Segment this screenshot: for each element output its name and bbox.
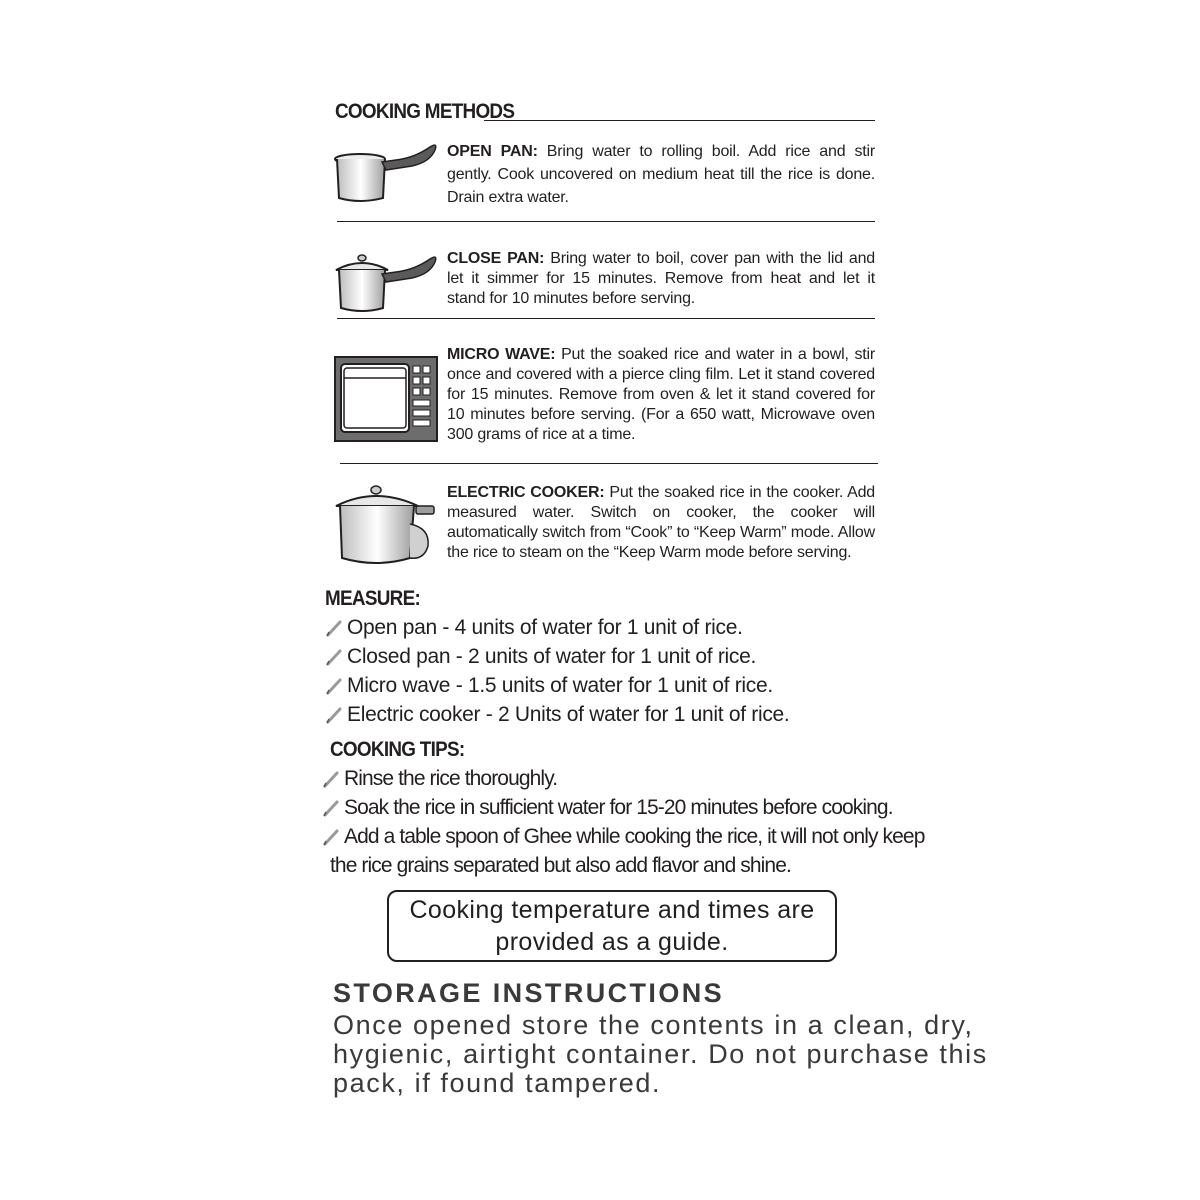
pencil-bullet-icon <box>322 828 340 846</box>
measure-item-text: Electric cooker - 2 Units of water for 1 unit of rice. <box>347 703 790 726</box>
list-item <box>325 613 789 642</box>
pencil-bullet-icon <box>325 677 343 695</box>
storage-line-2: hygienic, airtight container. Do not purchase this <box>333 1039 988 1069</box>
note-line-1: Cooking temperature and times are <box>409 896 815 924</box>
storage-line-3: pack, if found tampered. <box>333 1068 662 1098</box>
method-description: Put the soaked rice and water in a bowl, stir once and covered with a pierce cling film. Let it stand covered for 15 minutes. Remove from oven & let it stand covered for 10 minutes before serving. (For a 650 watt, Microwave oven 300 grams of rice at a time. <box>447 346 875 443</box>
method-open-pan <box>447 140 875 209</box>
measure-item-text: Micro wave - 1.5 units of water for 1 unit of rice. <box>347 674 773 697</box>
list-item <box>322 822 925 851</box>
pencil-bullet-icon <box>322 799 340 817</box>
list-item <box>322 764 925 793</box>
method-label: ELECTRIC COOKER: <box>447 484 605 501</box>
method-label: OPEN PAN: <box>447 143 538 160</box>
tip-continuation <box>322 851 925 880</box>
method-electric-cooker <box>447 483 875 563</box>
heading-rule <box>484 120 875 121</box>
pencil-bullet-icon <box>325 648 343 666</box>
pencil-bullet-icon <box>325 706 343 724</box>
method-description: Bring water to boil, cover pan with the lid and let it simmer for 15 minutes. Remove from heat and let it stand for 10 minutes before serving. <box>447 250 875 307</box>
pencil-bullet-icon <box>322 770 340 788</box>
divider <box>337 318 875 319</box>
cooking-tips-list <box>322 764 925 880</box>
note-line-2: provided as a guide. <box>495 928 729 956</box>
divider <box>340 463 878 464</box>
measure-heading: MEASURE: <box>325 587 421 610</box>
lidded-saucepan-icon <box>334 250 440 316</box>
storage-line-1: Once opened store the contents in a clean, dry, <box>333 1010 974 1040</box>
tip-item-text: Soak the rice in sufficient water for 15-20 minutes before cooking. <box>344 796 893 819</box>
measure-list <box>325 613 789 729</box>
measure-item-text: Open pan - 4 units of water for 1 unit of rice. <box>347 616 743 639</box>
storage-text <box>333 1011 988 1098</box>
rice-cooker-icon <box>332 484 438 570</box>
tip-continuation-text: the rice grains separated but also add flavor and shine. <box>330 854 791 877</box>
cooking-methods-heading: COOKING METHODS <box>335 100 515 123</box>
list-item <box>325 671 789 700</box>
saucepan-icon <box>334 138 440 206</box>
tip-item-text: Rinse the rice thoroughly. <box>344 767 558 790</box>
cooking-tips-heading: COOKING TIPS: <box>330 738 465 761</box>
divider <box>337 221 875 222</box>
guide-note-box <box>387 890 837 962</box>
pencil-bullet-icon <box>325 619 343 637</box>
method-micro-wave <box>447 345 875 445</box>
list-item <box>322 793 925 822</box>
method-close-pan <box>447 249 875 309</box>
microwave-icon <box>334 356 438 442</box>
method-description: Put the soaked rice in the cooker. Add measured water. Switch on cooker, the cooker will automatically switch from “Cook” to “Keep Warm” mode. Allow the rice to steam on the “Keep Warm mode before serving. <box>447 484 875 561</box>
method-label: CLOSE PAN: <box>447 250 545 267</box>
measure-item-text: Closed pan - 2 units of water for 1 unit of rice. <box>347 645 757 668</box>
list-item <box>325 642 789 671</box>
method-description: Bring water to rolling boil. Add rice and stir gently. Cook uncovered on medium heat till the rice is done. Drain extra water. <box>447 143 875 206</box>
storage-title: STORAGE INSTRUCTIONS <box>333 978 725 1008</box>
method-label: MICRO WAVE: <box>447 346 556 363</box>
tip-item-text: Add a table spoon of Ghee while cooking the rice, it will not only keep <box>344 825 925 848</box>
list-item <box>325 700 789 729</box>
